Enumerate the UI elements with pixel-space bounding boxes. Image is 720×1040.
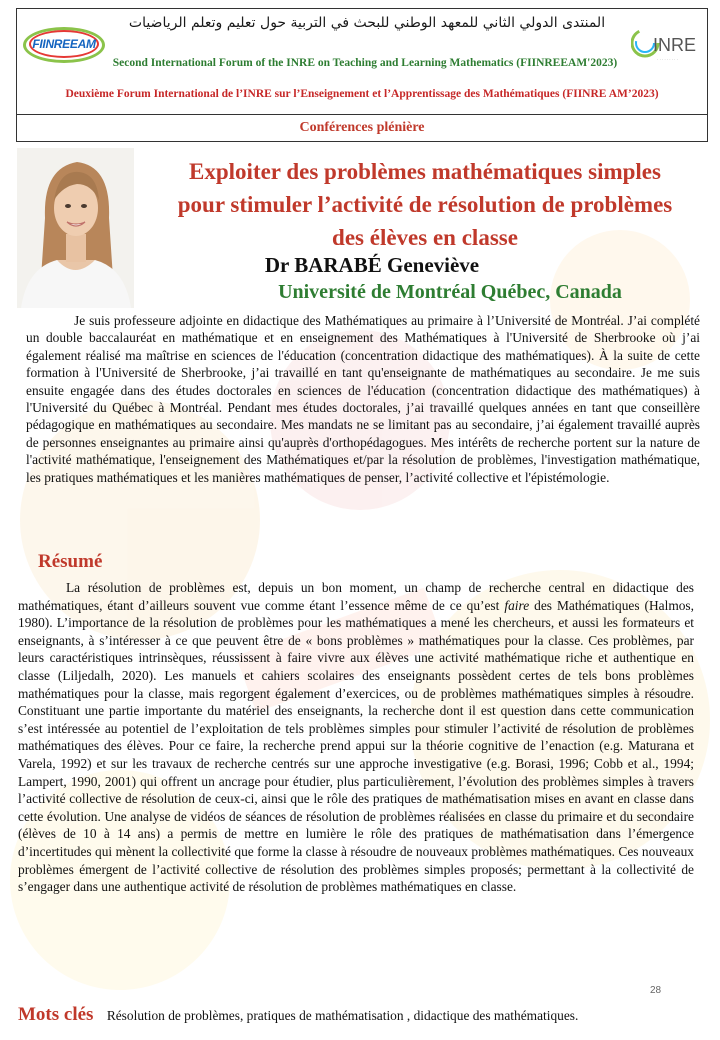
arabic-title: المنتدى الدولي الثاني للمعهد الوطني للبحث في التربية حول تعليم وتعلم الرياضيات <box>128 15 606 31</box>
abstract-part-2: des Mathématiques (Halmos, 1980). L’importance de la résolution de problèmes pour les mathématiques a mené les chercheurs, et aussi les formateurs et enseignants, à s’intéresser à ce que peuvent être de « bons problèmes » mathématiques pour la classe. Ces problèmes, par leurs caractéristiques intrinsèques, réussissent à faire vivre aux élèves une activité mathématique riche et authentique en classe (Liljedalh, 2020). Les manuels et cahiers scolaires des enseignants possèdent certes de tels bons problèmes mathématiques pour la classe, mais regorgent également d’exercices, ou de problèmes mathématiques simples à résoudre. Constituant une partie importante du matériel des enseignants, la recherche dont il est question dans cette communication s’est intéressée au potentiel de l’exploitation de tels problèmes simples pour stimuler l’activité de résolution de problèmes mathématiques des élèves. Pour ce faire, la recherche prend appui sur la théorie cognitive de l’enaction (e.g. Maturana et Varela, 1992) et sur les travaux de recherche centrés sur une approche investigative (e.g. Borasi, 1996; Cobb et al., 1994; Lampert, 1990, 2001) qui offrent un ancrage pour étudier, plus particulièrement, l’évolution des problèmes simples à travers l’activité collective de résolution de ceux-ci, ainsi que le rôle des pratiques de mathématisation mises en avant en classe dans cette évolution. Une analyse de vidéos de séances de résolution de problèmes réalisées en classe du primaire et du secondaire (élèves de 10 à 14 ans) a permis de mettre en lumière le rôle des pratiques de mathématisation dans l’émergence d’incertitudes qui mènent la collectivité que forme la classe à résoudre de nouveaux problèmes mathématiques. Ces nouveaux problèmes émergent de l’activité collective de résolution des problèmes simples proposés; permettant à la collectivité de s’engager dans une authentique activité de résolution de problèmes mathématiques en classe. <box>18 597 694 895</box>
inre-logo <box>631 23 701 73</box>
keywords-text: Résolution de problèmes, pratiques de mathématisation , didactique des mathématiques. <box>106 1008 579 1023</box>
talk-title <box>130 155 720 254</box>
talk-title-line-2: pour stimuler l’activité de résolution de problèmes <box>177 192 673 217</box>
page-number: 28 <box>650 985 662 996</box>
fiinreeam-logo <box>23 27 105 63</box>
english-title: Second International Forum of the INRE on Teaching and Learning Mathematics (FIINREEAM'2023) <box>112 57 618 69</box>
logo-left-text: FIINREEAM <box>32 37 96 51</box>
speaker-name: Dr BARABÉ Geneviève <box>264 253 480 277</box>
abstract-part-1: La résolution de problèmes est, depuis un bon moment, un champ de recherche central en didactique des mathématiques, étant d’ailleurs souvent vue comme étant l’essence même de ce qu’est <box>18 580 694 613</box>
talk-title-line-1: Exploiter des problèmes mathématiques simples <box>189 159 661 184</box>
header-divider <box>17 114 707 115</box>
abstract-italic-word: faire <box>504 597 530 613</box>
talk-title-line-3: des élèves en classe <box>332 225 518 250</box>
svg-text:· · · · · · · · ·: · · · · · · · · · <box>657 57 678 62</box>
abstract-text <box>18 579 694 896</box>
session-label: Conférences plénière <box>299 120 425 135</box>
speaker-portrait <box>17 148 134 308</box>
keywords-label: Mots clés <box>18 1004 94 1025</box>
keywords <box>18 1004 708 1026</box>
speaker-affiliation <box>130 281 720 304</box>
french-title: Deuxième Forum International de l’INRE sur l’Enseignement et l’Apprentissage des Mathématiques (FIINRE AM’2023) <box>65 88 659 100</box>
logo-right-text: INRE <box>653 35 697 55</box>
affiliation-text: Université de Montréal Québec, Canada <box>278 281 622 303</box>
resume-heading: Résumé <box>38 551 103 572</box>
header-box <box>16 8 708 142</box>
speaker-bio: Je suis professeure adjointe en didactique des Mathématiques au primaire à l’Université de Montréal. J’ai complété un double baccalauréat en mathématique et en enseignement des Mathématiques à l'Université de Sherbrooke où j’ai également réalisé ma maîtrise en sciences de l'éducation (concentration didactique des mathématiques). À la suite de cette formation à l'Université de Sherbrooke, j’ai travaillé en tant qu'enseignante de mathématiques au secondaire. Je me suis ensuite engagée dans des études doctorales en sciences de l'éducation (concentration didactique des mathématiques) à l'Université du Québec à Montréal. Pendant mes études doctorales, j’ai travaillé quelques années en tant que conseillère pédagogique en mathématiques au secondaire. Mes mandats ne se limitant pas au secondaire, j’ai également travaillé auprès de personnes enseignantes au primaire ainsi qu'auprès d'orthopédagogues. Mes intérêts de recherche portent sur la nature de l'activité mathématique, l'enseignement des Mathématiques et/par la résolution de problèmes, l'investigation mathématique, les pratiques mathématiques et les manières mathématiques de penser, l’activité collective et l'épistémologie. <box>26 313 700 485</box>
